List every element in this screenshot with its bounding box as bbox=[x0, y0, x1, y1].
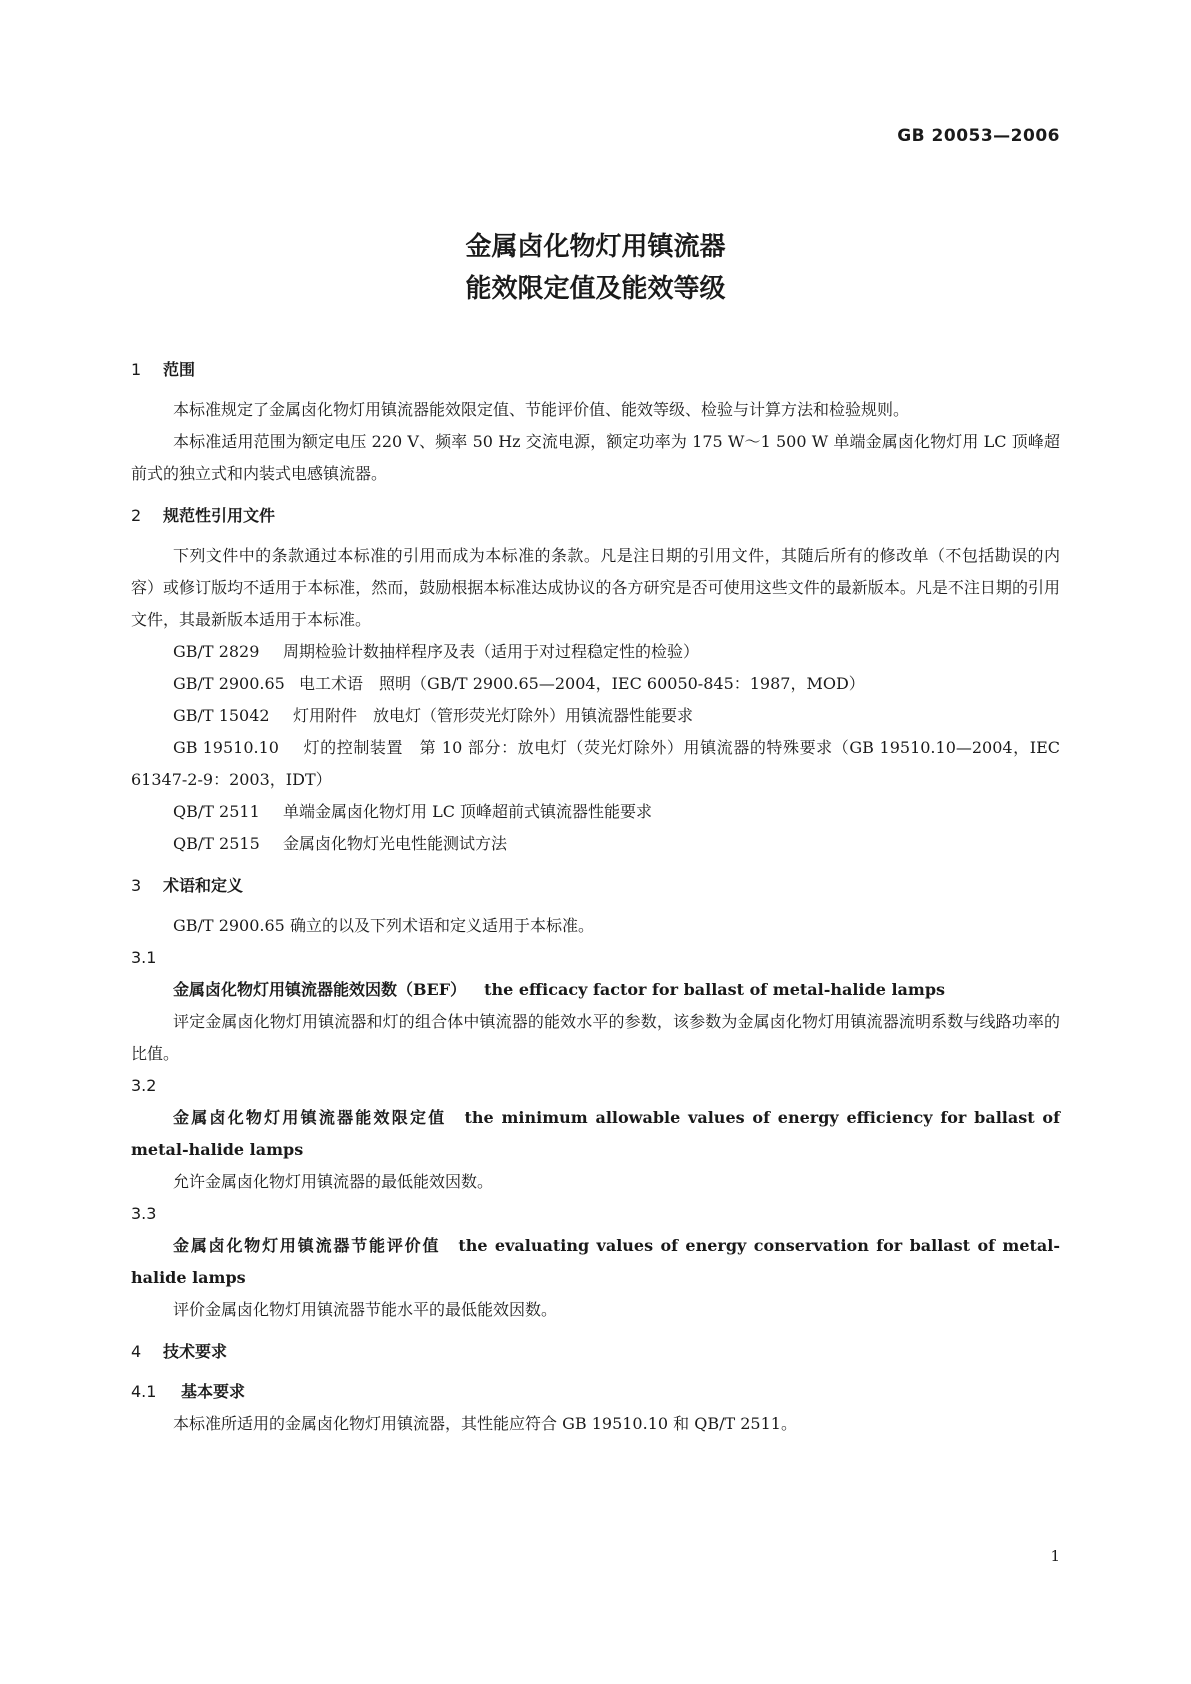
term-heading bbox=[131, 1102, 1060, 1166]
paragraph: GB/T 2900.65 确立的以及下列术语和定义适用于本标准。 bbox=[173, 916, 594, 935]
section-title: 规范性引用文件 bbox=[163, 506, 276, 525]
reference-item bbox=[131, 636, 1060, 668]
reference-code: GB/T 15042 bbox=[173, 706, 270, 725]
term-chinese: 金属卤化物灯用镇流器节能评价值 bbox=[173, 1236, 441, 1255]
section-title: 技术要求 bbox=[163, 1342, 228, 1361]
paragraph: 下列文件中的条款通过本标准的引用而成为本标准的条款。凡是注日期的引用文件，其随后所有的修改单（不包括勘误的内容）或修订版均不适用于本标准，然而，鼓励根据本标准达成协议的各方研究是否可使用这些文件的最新版本。凡是不注日期的引用文件，其最新版本适用于本标准。 bbox=[131, 546, 1060, 629]
section-title: 范围 bbox=[163, 360, 196, 379]
section-number: 3 bbox=[131, 876, 142, 895]
title-line-1: 金属卤化物灯用镇流器 bbox=[465, 232, 726, 262]
reference-item bbox=[131, 700, 1060, 732]
section-4-heading bbox=[131, 1340, 1060, 1364]
reference-item bbox=[131, 732, 1060, 796]
reference-code: QB/T 2515 bbox=[173, 834, 260, 853]
term-definition: 允许金属卤化物灯用镇流器的最低能效因数。 bbox=[173, 1172, 494, 1191]
term-heading bbox=[131, 1230, 1060, 1294]
subsection-title: 基本要求 bbox=[181, 1382, 246, 1401]
subsection-4-1-heading bbox=[131, 1376, 1060, 1408]
reference-title: 单端金属卤化物灯用 LC 顶峰超前式镇流器性能要求 bbox=[283, 802, 653, 821]
reference-code: GB/T 2829 bbox=[173, 642, 260, 661]
term-number: 3.1 bbox=[131, 948, 157, 967]
term-heading bbox=[131, 974, 1060, 1006]
section-2-heading bbox=[131, 504, 1060, 528]
section-1-heading bbox=[131, 358, 1060, 382]
reference-code: GB 19510.10 bbox=[173, 738, 279, 757]
reference-code: GB/T 2900.65 bbox=[173, 674, 285, 693]
subsection-number: 4.1 bbox=[131, 1382, 157, 1401]
reference-item bbox=[131, 668, 1060, 700]
section-number: 2 bbox=[131, 506, 142, 525]
paragraph: 本标准规定了金属卤化物灯用镇流器能效限定值、节能评价值、能效等级、检验与计算方法和检验规则。 bbox=[173, 400, 910, 419]
standard-number: GB 20053—2006 bbox=[897, 126, 1060, 146]
title-line-2: 能效限定值及能效等级 bbox=[465, 274, 726, 304]
section-number: 4 bbox=[131, 1342, 142, 1361]
term-english: the evaluating values of energy conservation for ballast of metal-halide lamps bbox=[131, 1236, 1060, 1287]
section-title: 术语和定义 bbox=[163, 876, 244, 895]
document-title bbox=[0, 226, 1191, 310]
term-number: 3.3 bbox=[131, 1204, 157, 1223]
reference-title: 电工术语 照明（GB/T 2900.65—2004，IEC 60050-845：1987，MOD） bbox=[299, 674, 865, 693]
section-number: 1 bbox=[131, 360, 142, 379]
document-body bbox=[131, 358, 1060, 1440]
term-chinese: 金属卤化物灯用镇流器能效限定值 bbox=[173, 1108, 447, 1127]
reference-item bbox=[131, 828, 1060, 860]
reference-item bbox=[131, 796, 1060, 828]
paragraph: 本标准所适用的金属卤化物灯用镇流器，其性能应符合 GB 19510.10 和 QB/T 2511。 bbox=[173, 1414, 797, 1433]
term-chinese: 金属卤化物灯用镇流器能效因数（BEF） bbox=[173, 980, 467, 999]
reference-title: 金属卤化物灯光电性能测试方法 bbox=[283, 834, 508, 853]
reference-title: 灯用附件 放电灯（管形荧光灯除外）用镇流器性能要求 bbox=[293, 706, 694, 725]
term-english: the efficacy factor for ballast of metal-halide lamps bbox=[484, 980, 946, 999]
reference-code: QB/T 2511 bbox=[173, 802, 260, 821]
term-english: the minimum allowable values of energy efficiency for ballast of metal-halide lamps bbox=[131, 1108, 1060, 1159]
paragraph: 本标准适用范围为额定电压 220 V、频率 50 Hz 交流电源，额定功率为 175 W～1 500 W 单端金属卤化物灯用 LC 顶峰超前式的独立式和内装式电感镇流器。 bbox=[131, 432, 1060, 483]
page-number: 1 bbox=[1050, 1547, 1060, 1565]
reference-title: 灯的控制装置 第 10 部分：放电灯（荧光灯除外）用镇流器的特殊要求（GB 19510.10—2004，IEC 61347-2-9：2003，IDT） bbox=[131, 738, 1060, 789]
term-number: 3.2 bbox=[131, 1076, 157, 1095]
term-definition: 评价金属卤化物灯用镇流器节能水平的最低能效因数。 bbox=[173, 1300, 558, 1319]
term-definition: 评定金属卤化物灯用镇流器和灯的组合体中镇流器的能效水平的参数，该参数为金属卤化物灯用镇流器流明系数与线路功率的比值。 bbox=[131, 1012, 1060, 1063]
reference-title: 周期检验计数抽样程序及表（适用于对过程稳定性的检验） bbox=[283, 642, 700, 661]
section-3-heading bbox=[131, 874, 1060, 898]
